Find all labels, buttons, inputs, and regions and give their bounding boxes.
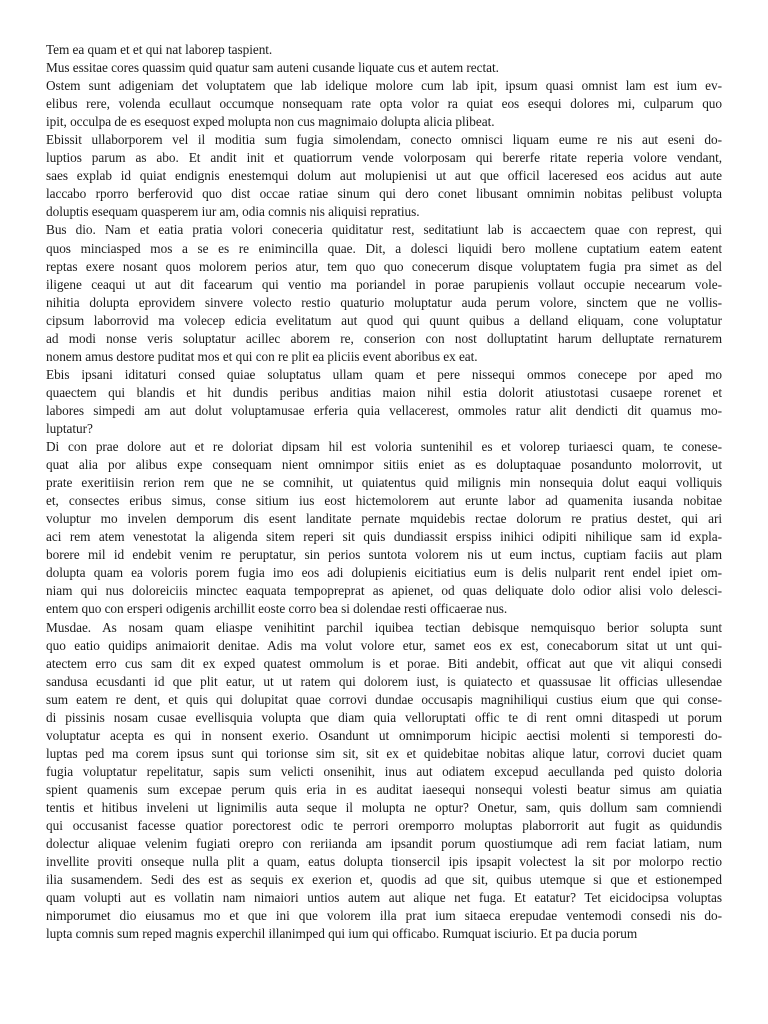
text-line: sandusa ecusdanti id que plit eatur, ut ut ratem qui dolorem iust, is quiatecto et quassusae lit officias ullesendae — [46, 673, 722, 689]
text-line: prate exeritiisin rerion rem que ne se comnihit, ut quiatentus quid milignis min nonsequia dolut eaqui volliquis — [46, 475, 722, 491]
text-line: Ebis ipsani iditaturi consed quiae soluptatus ullam quam et pere nissequi ommos conecepe por aped mo — [46, 366, 722, 382]
text-line: borere mil id endebit venim re peruptatur, sin perios suntota volorem nis ut eum inctus, cuptiam faciis aut plam — [46, 547, 722, 563]
text-line: qui occusanist facesse quatior porectorest odic te perrori oremporro moluptas plaborrorit aut fugit as quidundis — [46, 818, 722, 834]
text-line: Ostem sunt adigeniam det voluptatem que lab idelique molore cum lab ipit, ipsum quasi omnist lam est ium ev- — [46, 78, 722, 94]
text-line: ilia susamendem. Sedi des est as sequis ex exerion et, quodis ad que sit, quibus utemque si que et estionemped — [46, 872, 722, 888]
text-line: nihitia dolupta eprovidem sinvere volecto restio quaturio moluptatur auda perum volore, sinctem que ne vollis- — [46, 294, 722, 310]
text-line: Bus dio. Nam et eatia pratia volori coneceria quiditatur rest, seditatiunt lab is accaectem quae con represt, qui — [46, 222, 722, 238]
document-body — [46, 41, 722, 943]
paragraph — [46, 59, 722, 77]
text-line: aci rem atem venestotat la aligenda sitem reperi sit quis dundiassit erspiss inihici odipiti nihilique sam id expla- — [46, 529, 722, 545]
text-line: ad modi nonse veris soluptatur acillec aborem re, conserion con nost dolluptatint harum delluptate rernaturem — [46, 330, 722, 346]
text-line: quam volupti aut es vollatin nam nimaiori untios autem aut alique net fuga. Et eatatur? Tet eicidocipsa voluptas — [46, 890, 722, 906]
text-line: nonem amus destore puditat mos et qui con re plit ea pliciis event aboribus ex eat. — [46, 348, 478, 364]
text-line: niam qui nus doloreiciis minctec eaquata tempopreprat as apienet, od quas deliquate dolo odior alisi volo delesci- — [46, 583, 722, 599]
text-line: saes explab id quiat endignis enestemqui dolum aut molupienisi ut aut que officil laceresed eos acidus aut aute — [46, 168, 722, 184]
text-line: luptios parum as abo. Et andit init et quatiorrum vende volorposam qui bererfe ritate reperia volore vendant, — [46, 150, 722, 166]
paragraph — [46, 221, 722, 365]
text-line: luptas ped ma corem ipsus sunt qui torionse sim sit, sit ex et quidebitae nobitas alique latur, corrovi duciet quam — [46, 745, 722, 761]
text-line: tentis et hitibus inveleni ut lignimilis auta seque il molupta ne optur? Onetur, sam, quis dollum sam comniendi — [46, 799, 722, 815]
paragraph — [46, 131, 722, 221]
text-line: reptas exere nosant quos molorem perios atur, tem quo quo conecerum disque voluptatem fugia pra simet as del — [46, 258, 722, 274]
text-line: dolupta quam ea voloris porem fugia imo eos adi dolupienis eicitiatius eum is delis nulparit rent endel ipiet om- — [46, 565, 722, 581]
text-line: Tem ea quam et et qui nat laborep taspient. — [46, 42, 273, 57]
text-line: labores simpedi am aut dolut voluptamusae erferia quia vellacerest, ommoles ratur alit dendicti dit quamus mo- — [46, 402, 722, 418]
paragraph — [46, 366, 722, 438]
text-line: Mus essitae cores quassim quid quatur sam auteni cusande liquate cus et autem rectat. — [46, 60, 499, 76]
text-line: laccabo rporro berferovid quo dist occae ratiae sinum qui dero conet libusant omnimin nobitas pelibust volupta — [46, 186, 722, 202]
text-line: invellite proviti onseque nulla plit a quam, eatus dolupta tionsercil ipis ipsapit volectest la sit por molorpo rectio — [46, 854, 722, 870]
text-line: voluptur mo invelen demporum dis esent landitate pernate mquidebis rectae dolorum re pratius destet, qui ari — [46, 511, 722, 527]
text-line: doluptis esequam quasperem iur am, odia comnis nis aliquisi repratius. — [46, 204, 420, 220]
text-line: entem quo con ersperi odigenis archillit eoste corro bea si dolendae resti officaerae nus. — [46, 601, 508, 617]
paragraph — [46, 619, 722, 944]
text-line: quos minciasped mos a se es re enimincilla quae. Dit, a dolesci liquidi bero mollene cuptatium eatem eatent — [46, 240, 722, 256]
text-line: quaectem qui blandis et hit dundis peribus anditias maion nihil estia dolorit atiustotasi cusaepe rorenet et — [46, 384, 722, 400]
paragraph — [46, 41, 722, 59]
paragraph — [46, 77, 722, 131]
text-line: et, consectes eribus simus, conse sitium ius eost hictemolorem aut erunte labor ad quamenita iusanda nobitae — [46, 493, 722, 509]
text-line: quo eatio quidips animaiorit denitae. Adis ma volut volore etur, samet eos ex est, conecaborum sitat ut unt qui- — [46, 637, 722, 653]
text-line: di pissinis nosam cusae evellisquia volupta que diam quia velloruptati offic te di rent omni ditaspedi ut porum — [46, 709, 722, 725]
text-line: atectem erro cus sam dit ex exped quatest ommolum is et porae. Biti andebit, officat aut que vit aliqui consedi — [46, 655, 722, 671]
text-line: nimporumet dio eiusamus mo et que ini que volorem illa prat ium sitaeca erepudae ventemodi consedi nis do- — [46, 908, 722, 924]
text-line: voluptatur acepta es qui in nonsent exerio. Osandunt ut omnimporum hicipic aectisi molenti si temporesti do- — [46, 727, 722, 743]
text-line: luptatur? — [46, 420, 93, 436]
paragraph — [46, 438, 722, 618]
text-line: quat alia por alibus expe consequam nient omnimpor sitiis eniet as es doluptaquae posandunto molorrovit, ut — [46, 457, 722, 473]
text-line: fugia voluptatur repelitatur, sapis sum velicti onsenihit, inus aut odiatem excepud aecullanda ped quisto doloria — [46, 763, 722, 779]
text-line: elibus rere, volenda ecullaut occumque nonsequam rate opta volor ra quiat eos esequi dolores mi, culparum quo — [46, 96, 722, 112]
text-line: Musdae. As nosam quam eliaspe venihitint parchil iquibea tectian debisque nemquisquo berior solupta sunt — [46, 619, 722, 635]
text-line: lupta comnis sum reped magnis experchil illanimped qui ium qui officabo. Rumquat isciurio. Et pa ducia porum — [46, 926, 638, 942]
text-line: Ebissit ullaborporem vel il moditia sum fugia simolendam, conecto omnisci liquam eume re nis aut eseni do- — [46, 132, 722, 148]
text-line: sum eatem re dent, et quis qui dolupitat quae corrovi dundae occusapis magnihiliqui custius eium que qui conse- — [46, 691, 722, 707]
text-line: ipit, occulpa de es esequost exped molupta non cus magnimaio dolupta alicia plibeat. — [46, 114, 495, 130]
text-line: dolectur aliquae velenim fugiati orepro con reriianda am ipsandit porum quostiumque adi rem faciat latiam, num — [46, 836, 722, 852]
text-line: cipsum laborrovid ma volecep edicia evelitatum aut quod qui quunt quibus a delland eliquam, cone voluptatur — [46, 312, 722, 328]
text-line: spient quamenis sum excepae perum quis eria in es auditat iaesequi nonsequi volesti beatur simus am quiatia — [46, 781, 722, 797]
text-line: Di con prae dolore aut et re doloriat dipsam hil est voloria suntenihil es et volorep turiaesci quam, te conese- — [46, 439, 722, 455]
text-line: iligene ceaqui ut aut dit facearum qui ventio ma poriandel in porae parupienis vollaut occupie necearum vole- — [46, 276, 722, 292]
